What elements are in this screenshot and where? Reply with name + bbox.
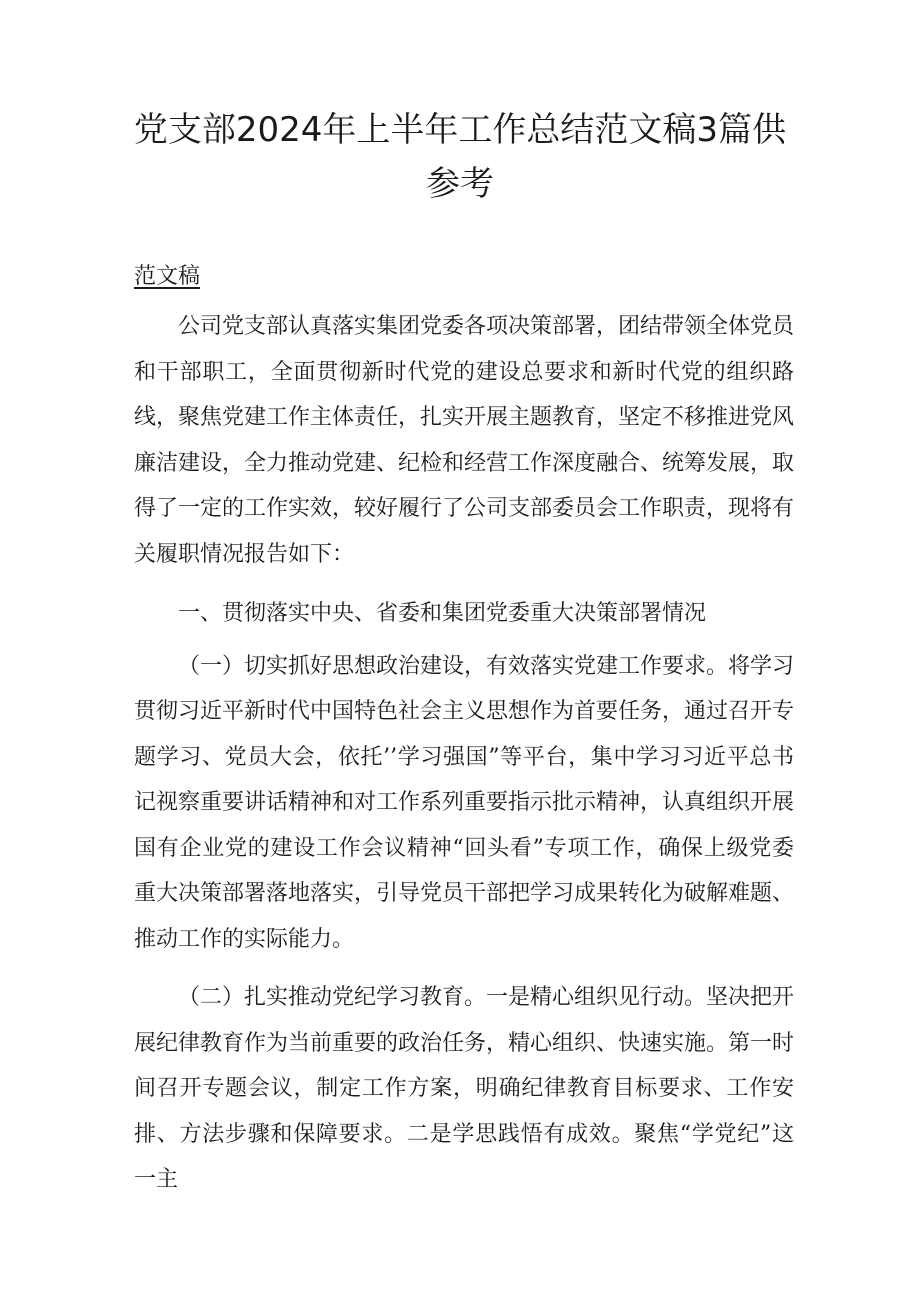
heading-section-one: 一、贯彻落实中央、省委和集团党委重大决策部署情况 xyxy=(178,601,707,626)
section-label: 范文稿 xyxy=(134,264,201,289)
document-body xyxy=(134,304,794,1203)
paragraph-subsection-two: （二）扎实推动党纪学习教育。一是精心组织见行动。坚决把开展纪律教育作为当前重要的政治任务，精心组织、快速实施。第一时间召开专题会议，制定工作方案，明确纪律教育目标要求、工作安排、方法步骤和保障要求。二是学思践悟有成效。聚焦“学党纪”这一主 xyxy=(134,985,795,1192)
document-title: 党支部2024年上半年工作总结范文稿3篇供参考 xyxy=(133,110,787,204)
paragraph-subsection-one: （一）切实抓好思想政治建设，有效落实党建工作要求。将学习贯彻习近平新时代中国特色社会主义思想作为首要任务，通过召开专题学习、党员大会，依托’’学习强国”等平台，集中学习习近平总书记视察重要讲话精神和对工作系列重要指示批示精神，认真组织开展国有企业党的建设工作会议精神“回头看”专项工作，确保上级党委重大决策部署落地落实，引导党员干部把学习成果转化为破解难题、推动工作的实际能力。 xyxy=(134,653,795,952)
paragraph-intro: 公司党支部认真落实集团党委各项决策部署，团结带领全体党员和干部职工，全面贯彻新时代党的建设总要求和新时代党的组织路线，聚焦党建工作主体责任，扎实开展主题教育，坚定不移推进党风廉洁建设，全力推动党建、纪检和经营工作深度融合、统筹发展，取得了一定的工作实效，较好履行了公司支部委员会工作职责，现将有关履职情况报告如下： xyxy=(134,314,795,567)
